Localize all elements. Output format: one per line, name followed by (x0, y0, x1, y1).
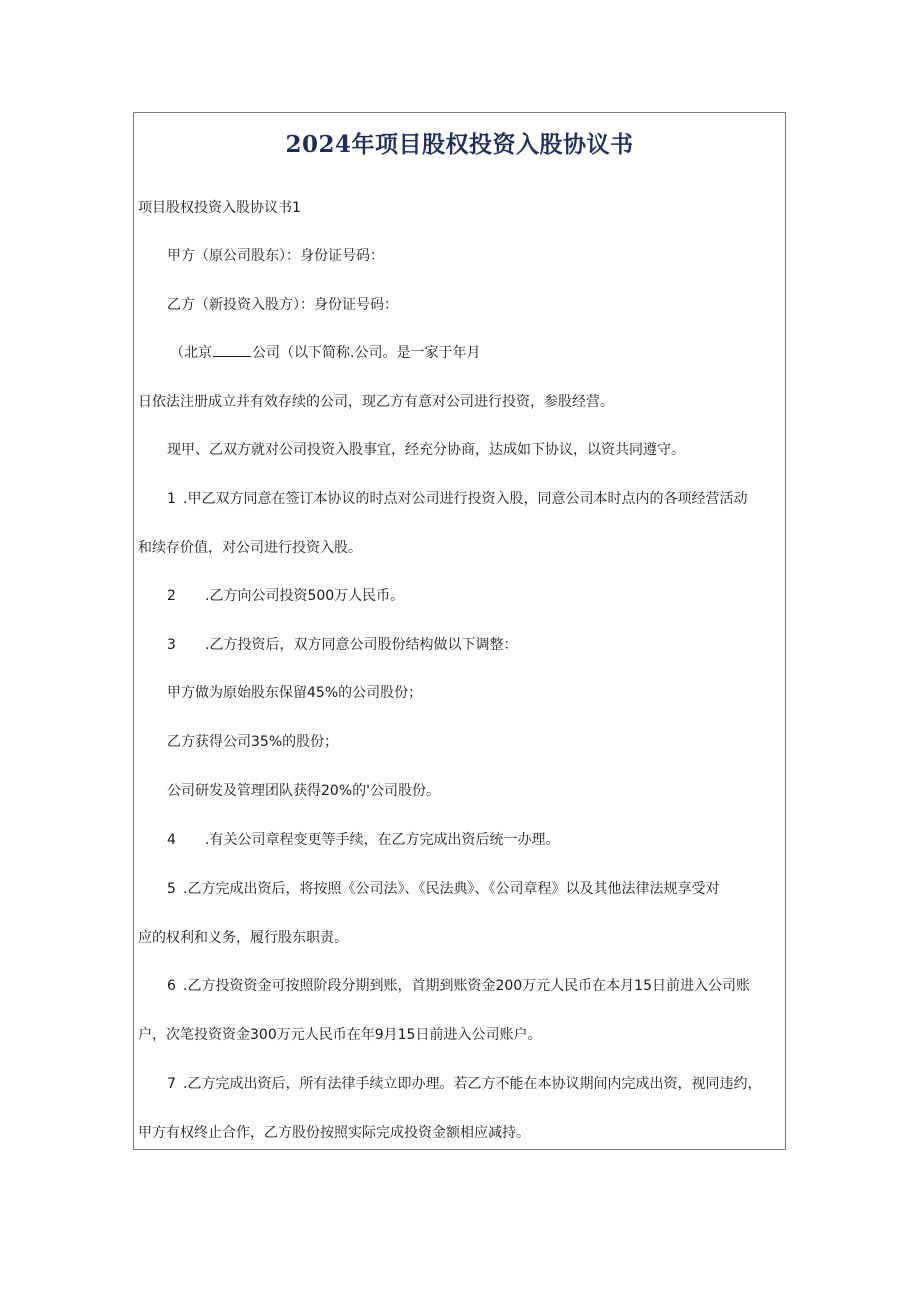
clause-6-text: .乙方投资资金可按照阶段分期到账，首期到账资金200万元人民币在本月15日前进入公司账 (183, 978, 750, 994)
company-name-blank (213, 344, 251, 357)
clause-3-line-1: 3 .乙方投资后，双方同意公司股份结构做以下调整： (167, 637, 518, 653)
document-title: 2024年项目股权投资入股协议书 (285, 131, 634, 158)
clause-3-item-3: 公司研发及管理团队获得20%的'公司股份。 (167, 783, 440, 799)
clause-1-text: .甲乙双方同意在签订本协议的时点对公司进行投资入股，同意公司本时点内的各项经营活动 (183, 491, 748, 507)
clause-2-line-1: 2 .乙方向公司投资500万人民币。 (167, 588, 405, 604)
clause-5-line-1: 5 .乙方完成出资后，将按照《公司法》、《民法典》、《公司章程》以及其他法律法规享受对 (167, 881, 720, 897)
clause-6-line-1: 6 .乙方投资资金可按照阶段分期到账，首期到账资金200万元人民币在本月15日前进入公司账 (167, 978, 750, 994)
clause-4-line-1: 4 .有关公司章程变更等手续，在乙方完成出资后统一办理。 (167, 832, 560, 848)
company-intro-line (170, 344, 480, 362)
clause-3-item-1: 甲方做为原始股东保留45%的公司股份； (167, 685, 423, 701)
clause-4-text: .有关公司章程变更等手续，在乙方完成出资后统一办理。 (205, 832, 560, 848)
party-b-line: 乙方（新投资入股方）：身份证号码： (167, 297, 398, 313)
company-intro-prefix: （北京 (170, 345, 212, 361)
party-a-line: 甲方（原公司股东）：身份证号码： (167, 248, 384, 264)
clause-3-text: .乙方投资后，双方同意公司股份结构做以下调整： (205, 637, 518, 653)
clause-5-line-2: 应的权利和义务，履行股东职责。 (138, 930, 348, 946)
clause-7-text: .乙方完成出资后，所有法律手续立即办理。若乙方不能在本协议期间内完成出资，视同违约， (183, 1076, 762, 1092)
clause-1-line-2: 和续存价值，对公司进行投资入股。 (138, 540, 362, 556)
document-page (133, 112, 786, 1150)
consensus-line: 现甲、乙双方就对公司投资入股事宜，经充分协商，达成如下协议，以资共同遵守。 (167, 442, 685, 458)
company-intro-suffix: 公司（以下简称.公司。是一家于年月 (252, 345, 481, 361)
clause-5-text: .乙方完成出资后，将按照《公司法》、《民法典》、《公司章程》以及其他法律法规享受对 (183, 881, 720, 897)
clause-1-line-1: 1 .甲乙双方同意在签订本协议的时点对公司进行投资入股，同意公司本时点内的各项经营活动 (167, 491, 748, 507)
company-intro-continuation: 日依法注册成立并有效存续的公司，现乙方有意对公司进行投资，参股经营。 (138, 394, 614, 410)
clause-7-line-1: 7 .乙方完成出资后，所有法律手续立即办理。若乙方不能在本协议期间内完成出资，视同违约， (167, 1076, 762, 1092)
clause-2-text: .乙方向公司投资500万人民币。 (205, 588, 405, 604)
agreement-subtitle: 项目股权投资入股协议书1 (138, 200, 301, 216)
clause-7-line-2: 甲方有权终止合作，乙方股份按照实际完成投资金额相应减持。 (138, 1125, 530, 1141)
clause-3-item-2: 乙方获得公司35%的股份； (167, 734, 339, 750)
clause-6-line-2: 户，次笔投资资金300万元人民币在年9月15日前进入公司账户。 (138, 1027, 542, 1043)
